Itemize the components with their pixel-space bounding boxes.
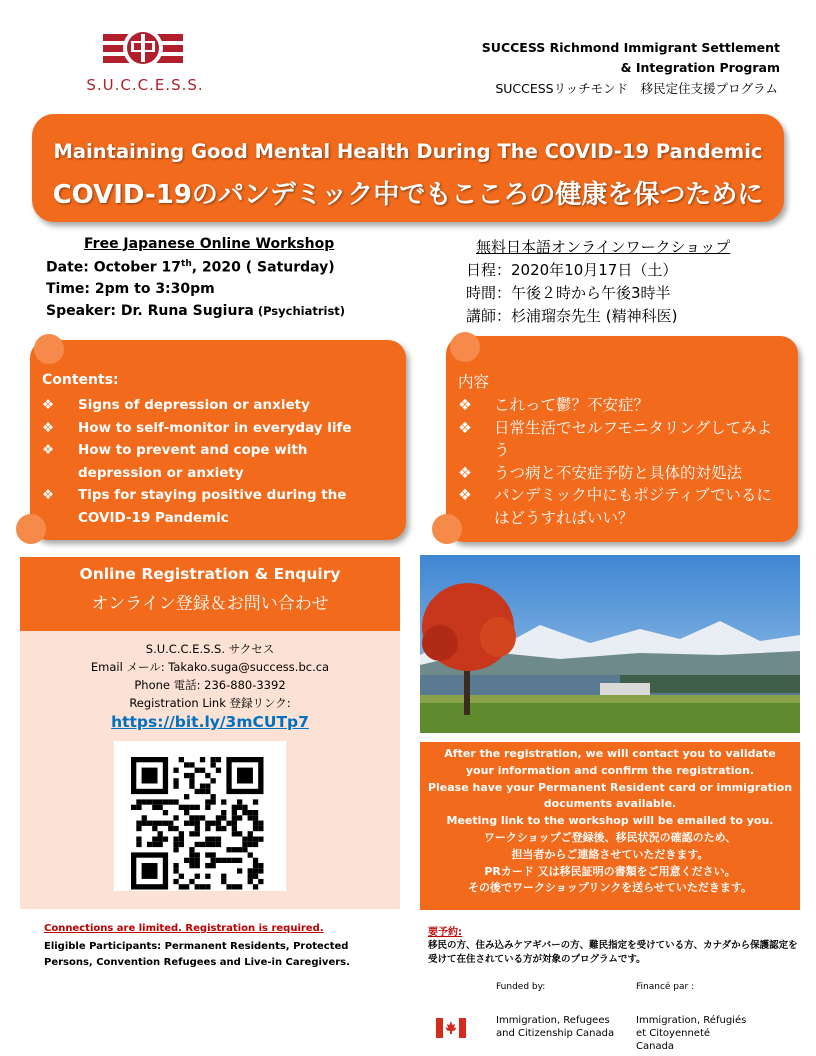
list-item: ❖ How to prevent and cope with depression or anxiety bbox=[42, 439, 372, 484]
registration-title-en: Online Registration & Enquiry bbox=[79, 565, 341, 583]
org-name bbox=[440, 38, 780, 78]
diamond-bullet-icon: ❖ bbox=[458, 418, 472, 437]
funder-block bbox=[436, 980, 750, 1052]
list-item: ❖ パンデミック中にもポジティブでいるにはどうすればいい？ bbox=[458, 486, 772, 527]
notice-line: your information and confirm the registration. bbox=[465, 763, 755, 777]
title-en: Maintaining Good Mental Health During The COVID-19 Pandemic bbox=[53, 140, 763, 163]
contents-list-jp bbox=[458, 394, 778, 529]
notice-line: PRカード 又は移民証明の書類をご用意ください。 bbox=[484, 864, 736, 878]
eligibility-jp: 移民の方、住み込みケアギバーの方、難民指定を受けている方、カナダから保護認定を受けて在住されている方が対象のプログラムです。 bbox=[428, 940, 798, 965]
registration-title-jp: オンライン登録＆お問い合わせ bbox=[91, 594, 329, 614]
contents-list-en bbox=[42, 394, 372, 529]
success-logo-icon bbox=[103, 24, 183, 74]
diamond-bullet-icon: ❖ bbox=[42, 419, 55, 436]
diamond-bullet-icon: ❖ bbox=[42, 487, 55, 503]
date-suffix: th bbox=[181, 259, 192, 269]
date-label: Date: October 17 bbox=[46, 259, 182, 276]
workshop-title-jp: 無料日本語オンラインワークショップ bbox=[476, 238, 731, 256]
reservation-required-jp: 要予約: bbox=[428, 927, 462, 938]
notice-line: Meeting link to the workshop will be emailed to you. bbox=[446, 814, 774, 828]
funded-by-fr: Financé par : bbox=[636, 982, 695, 992]
date-rest: , 2020 ( Saturday) bbox=[191, 259, 335, 276]
list-item: ❖ Tips for staying positive during the COVID-19 Pandemic bbox=[42, 484, 372, 529]
landscape-photo bbox=[420, 555, 800, 733]
contents-heading-en: Contents: bbox=[42, 372, 119, 388]
logo-wordmark: S.U.C.C.E.S.S. bbox=[86, 76, 204, 94]
registration-link[interactable]: https://bit.ly/3mCUTp7 bbox=[111, 713, 309, 731]
list-item: ❖ 日常生活でセルフモニタリングしてみよう bbox=[458, 418, 773, 459]
notice-line: Please have your Permanent Resident card or immigration bbox=[427, 780, 793, 794]
contents-panel-jp bbox=[446, 336, 798, 542]
list-item: ❖ How to self-monitor in everyday life bbox=[42, 417, 372, 440]
eligibility-en: Eligible Participants: Permanent Residents, Protected Persons, Convention Refugees and Live-in Caregivers. bbox=[44, 941, 350, 968]
diamond-bullet-icon: ❖ bbox=[42, 397, 55, 413]
speaker-name: Speaker: Dr. Runa Sugiura bbox=[46, 303, 254, 319]
list-item: ❖ Signs of depression or anxiety bbox=[42, 394, 372, 417]
workshop-time-en: Time: 2pm to 3:30pm bbox=[46, 281, 215, 297]
workshop-speaker-en bbox=[46, 303, 345, 319]
qr-code-icon[interactable] bbox=[114, 741, 286, 891]
diamond-bullet-icon: ❖ bbox=[42, 442, 55, 458]
workshop-date-en bbox=[46, 259, 335, 276]
scroll-curl-icon bbox=[34, 334, 64, 364]
registration-link-label: Registration Link 登録リンク: bbox=[129, 696, 291, 710]
registration-header bbox=[20, 557, 400, 631]
org-line-1: SUCCESS Richmond Immigrant Settlement bbox=[481, 40, 780, 55]
org-name-jp: SUCCESSリッチモンド 移民定住支援プログラム bbox=[495, 81, 778, 96]
workshop-date-jp: 日程：2020年10月17日（土） bbox=[466, 261, 678, 279]
title-jp: COVID-19のパンデミック中でもこころの健康を保つために bbox=[52, 180, 764, 210]
notice-line: 担当者からご連絡させていただきます。 bbox=[511, 847, 709, 861]
department-name-fr: Immigration, Réfugiés et Citoyenneté Canada bbox=[636, 1015, 747, 1052]
speaker-role: (Psychiatrist) bbox=[253, 304, 346, 318]
notice-line: その後でワークショップリンクを送らせていただきます。 bbox=[468, 881, 752, 895]
list-item: ❖ うつ病と不安症予防と具体的対処法 bbox=[458, 462, 778, 485]
workshop-speaker-jp: 講師：杉浦瑠奈先生 (精神科医) bbox=[466, 307, 678, 325]
contents-heading-jp: 内容 bbox=[458, 373, 490, 391]
diamond-bullet-icon: ❖ bbox=[458, 396, 472, 414]
funded-by-en: Funded by: bbox=[496, 982, 546, 992]
org-line-2: & Integration Program bbox=[620, 60, 780, 75]
title-banner bbox=[32, 114, 784, 222]
notice-line: ワークショップご登録後、移民状況の確認のため、 bbox=[483, 830, 737, 844]
contact-email[interactable]: Email メール: Takako.suga@success.bc.ca bbox=[90, 660, 330, 674]
registration-notice bbox=[420, 742, 800, 910]
workshop-title-en: Free Japanese Online Workshop bbox=[84, 236, 335, 252]
diamond-bullet-icon: ❖ bbox=[458, 463, 472, 482]
scroll-curl-icon bbox=[450, 332, 480, 362]
contents-panel-en bbox=[30, 340, 406, 540]
contact-phone: Phone 電話: 236-880-3392 bbox=[134, 678, 286, 692]
notice-line: documents available. bbox=[543, 797, 677, 811]
department-name-en: Immigration, Refugees and Citizenship Canada bbox=[496, 1015, 615, 1039]
notice-line: After the registration, we will contact you to validate bbox=[444, 747, 776, 760]
diamond-bullet-icon: ❖ bbox=[458, 486, 472, 504]
workshop-time-jp: 時間：午後２時から午後3時半 bbox=[466, 284, 671, 302]
limited-notice: Connections are limited. Registration is required. bbox=[44, 923, 324, 934]
list-item: ❖ これって鬱？不安症？ bbox=[458, 394, 778, 417]
canada-flag-icon bbox=[436, 1014, 466, 1042]
contact-org: S.U.C.C.E.S.S. サクセス bbox=[145, 642, 275, 656]
